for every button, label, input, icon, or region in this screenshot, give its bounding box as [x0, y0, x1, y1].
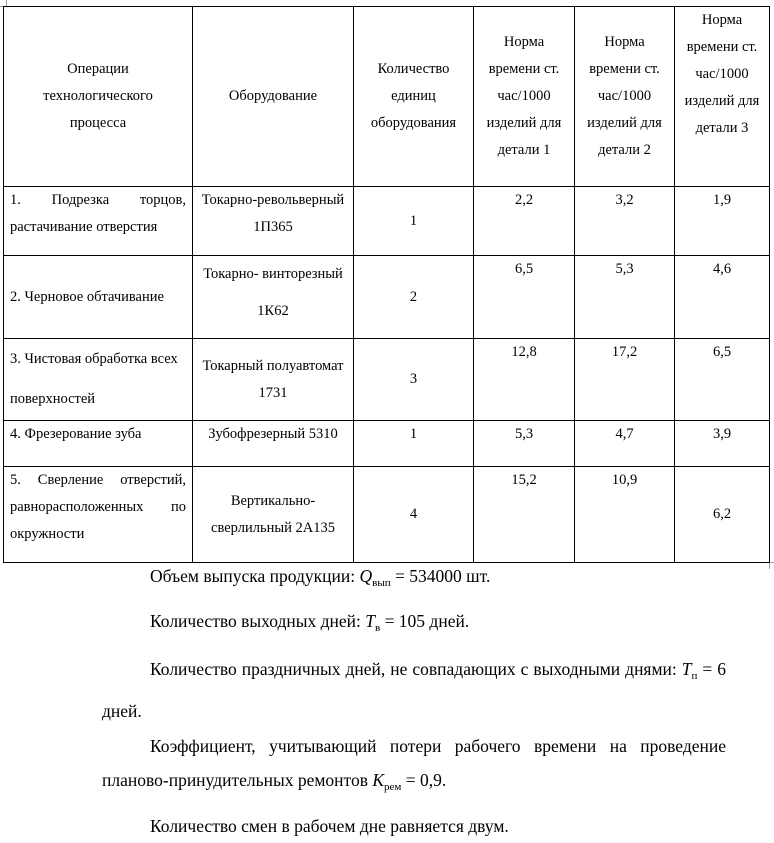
cell-norm-2: 5,3: [575, 256, 675, 339]
cell-equipment: Токарно- винторезный 1К62: [193, 256, 354, 339]
output-symbol: Q: [359, 566, 373, 586]
cell-equipment: Токарный полуавтомат 1731: [193, 339, 354, 421]
holidays-label: Количество праздничных дней, не совпадающих с выходными днями:: [150, 659, 677, 679]
repair-subscript: рем: [384, 781, 402, 793]
cell-equipment: Вертикально-сверлильный 2А135: [193, 467, 354, 563]
header-norm-detail-3: Норма времени ст. час/1000 изделий для детали 3: [675, 7, 770, 187]
text-boundary-marker: [769, 562, 774, 569]
table-header-row: [4, 7, 770, 187]
output-value: = 534000 шт.: [390, 566, 491, 586]
cell-norm-3: 1,9: [675, 187, 770, 256]
cell-norm-2: 4,7: [575, 421, 675, 467]
cell-operation: 1. Подрезка торцов, растачивание отверстия: [4, 187, 193, 256]
holidays-subscript: п: [691, 670, 698, 682]
cell-equipment: Токарно-револьверный 1П365: [193, 187, 354, 256]
header-norm-detail-1: Норма времени ст. час/1000 изделий для детали 1: [474, 7, 575, 187]
cell-operation: 3. Чистовая обработка всех поверхностей: [4, 339, 193, 421]
cell-norm-3: 6,2: [675, 467, 770, 563]
output-label: Объем выпуска продукции:: [150, 566, 360, 586]
cell-norm-1: 6,5: [474, 256, 575, 339]
header-equipment: Оборудование: [193, 7, 354, 187]
cell-operation: 2. Черновое обтачивание: [4, 256, 193, 339]
table-row: [4, 467, 770, 563]
paragraph-holidays: [102, 652, 726, 729]
paragraph-output-volume: [150, 560, 750, 599]
cell-operation: 4. Фрезерование зуба: [4, 421, 193, 467]
output-subscript: вып: [372, 577, 391, 589]
cell-quantity: 2: [354, 256, 474, 339]
cell-quantity: 1: [354, 187, 474, 256]
cell-norm-3: 4,6: [675, 256, 770, 339]
weekends-label: Количество выходных дней:: [150, 611, 366, 631]
header-norm-detail-2: Норма времени ст. час/1000 изделий для детали 2: [575, 7, 675, 187]
holidays-value: = 6 дней.: [102, 659, 727, 721]
cell-norm-1: 5,3: [474, 421, 575, 467]
cell-norm-1: 2,2: [474, 187, 575, 256]
cell-operation: 5. Сверление отверстий, равнорасположенных по окружности: [4, 467, 193, 563]
table-row: [4, 256, 770, 339]
equipment-table: [3, 6, 770, 563]
cell-quantity: 3: [354, 339, 474, 421]
cell-quantity: 4: [354, 467, 474, 563]
cell-equipment: Зубофрезерный 5310: [193, 421, 354, 467]
cell-norm-3: 3,9: [675, 421, 770, 467]
shifts-text: Количество смен в рабочем дне равняется двум.: [150, 816, 509, 836]
weekends-value: = 105 дней.: [380, 611, 470, 631]
table-row: [4, 187, 770, 256]
repair-symbol: K: [372, 770, 385, 790]
repair-label: Коэффициент, учитывающий потери рабочего времени на проведение планово-принудительных ремонтов: [102, 736, 726, 790]
cell-norm-1: 12,8: [474, 339, 575, 421]
paragraph-repair-coefficient: [102, 729, 726, 804]
paragraph-shifts: [150, 810, 750, 842]
header-quantity: Количество единиц оборудования: [354, 7, 474, 187]
table-row: [4, 339, 770, 421]
table-row: [4, 421, 770, 467]
holidays-symbol: T: [681, 659, 692, 679]
cell-quantity: 1: [354, 421, 474, 467]
weekends-subscript: в: [374, 622, 381, 634]
cell-norm-2: 10,9: [575, 467, 675, 563]
cell-norm-1: 15,2: [474, 467, 575, 563]
header-operation: Операции технологического процесса: [4, 7, 193, 187]
paragraph-weekends: [150, 605, 750, 644]
cell-norm-2: 3,2: [575, 187, 675, 256]
cell-norm-2: 17,2: [575, 339, 675, 421]
repair-value: = 0,9.: [401, 770, 447, 790]
weekends-symbol: T: [365, 611, 375, 631]
cell-norm-3: 6,5: [675, 339, 770, 421]
